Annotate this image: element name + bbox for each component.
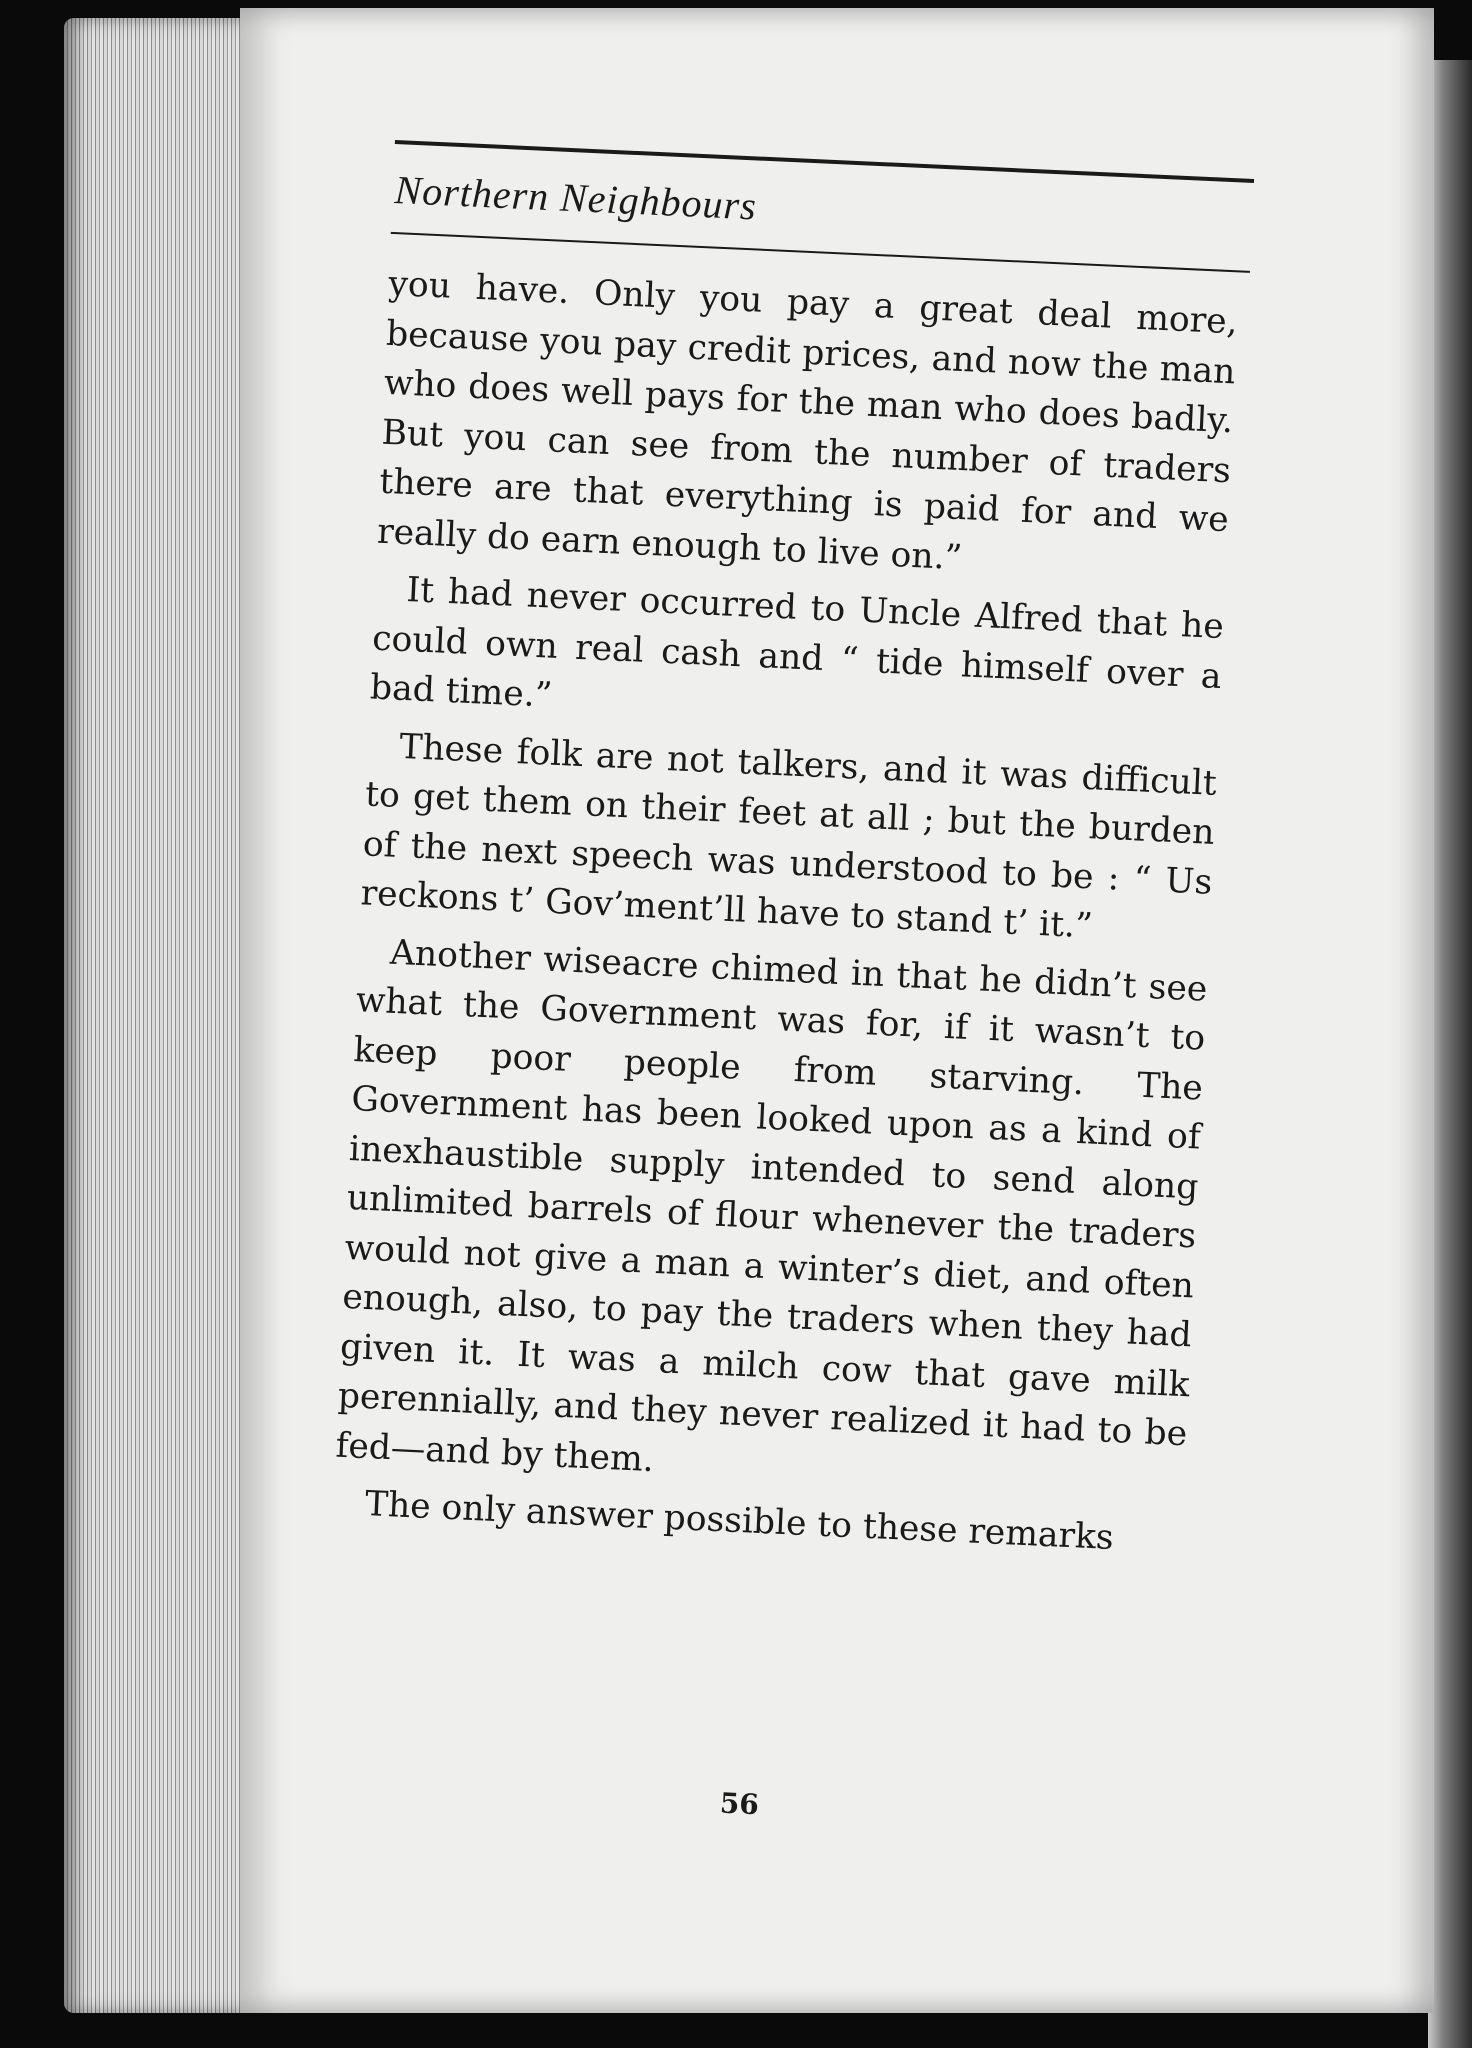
book-gutter-edge <box>1428 60 1472 2048</box>
running-head: Northern Neighbours <box>393 167 758 229</box>
body-text <box>332 260 1239 1567</box>
paragraph: These folk are not talkers, and it was difficult to get them on their feet at all ; but the burden of the next speech was understood to be : “ Us reckons t’ Gov’ment’ll have to stand t’ it.” <box>359 726 1218 947</box>
page-number: 56 <box>719 1786 760 1822</box>
page-text-block <box>321 140 1344 1821</box>
paragraph: Another wiseacre chimed in that he didn’t see what the Government was for, if it wasn’t to keep poor people from starving. The Government has been looked upon as a kind of inexhaustible supply intended to send along unlimited barrels of flour whenever the traders would not give a man a winter’s diet, and often enough, also, to pay the traders when they had given it. It was a milch cow that gave milk perennially, and they never realized it had to be fed—and by them. <box>334 932 1209 1480</box>
paragraph: It had never occurred to Uncle Alfred that he could own real cash and “ tide himself over a bad time.” <box>369 570 1225 716</box>
paragraph: you have. Only you pay a great deal more, because you pay credit prices, and now the man who does well pays for the man who does badly. But you can see from the number of traders there are that everything is paid for and we really do earn enough to live on.” <box>376 263 1239 578</box>
paragraph: The only answer possible to these remarks <box>364 1484 1115 1559</box>
